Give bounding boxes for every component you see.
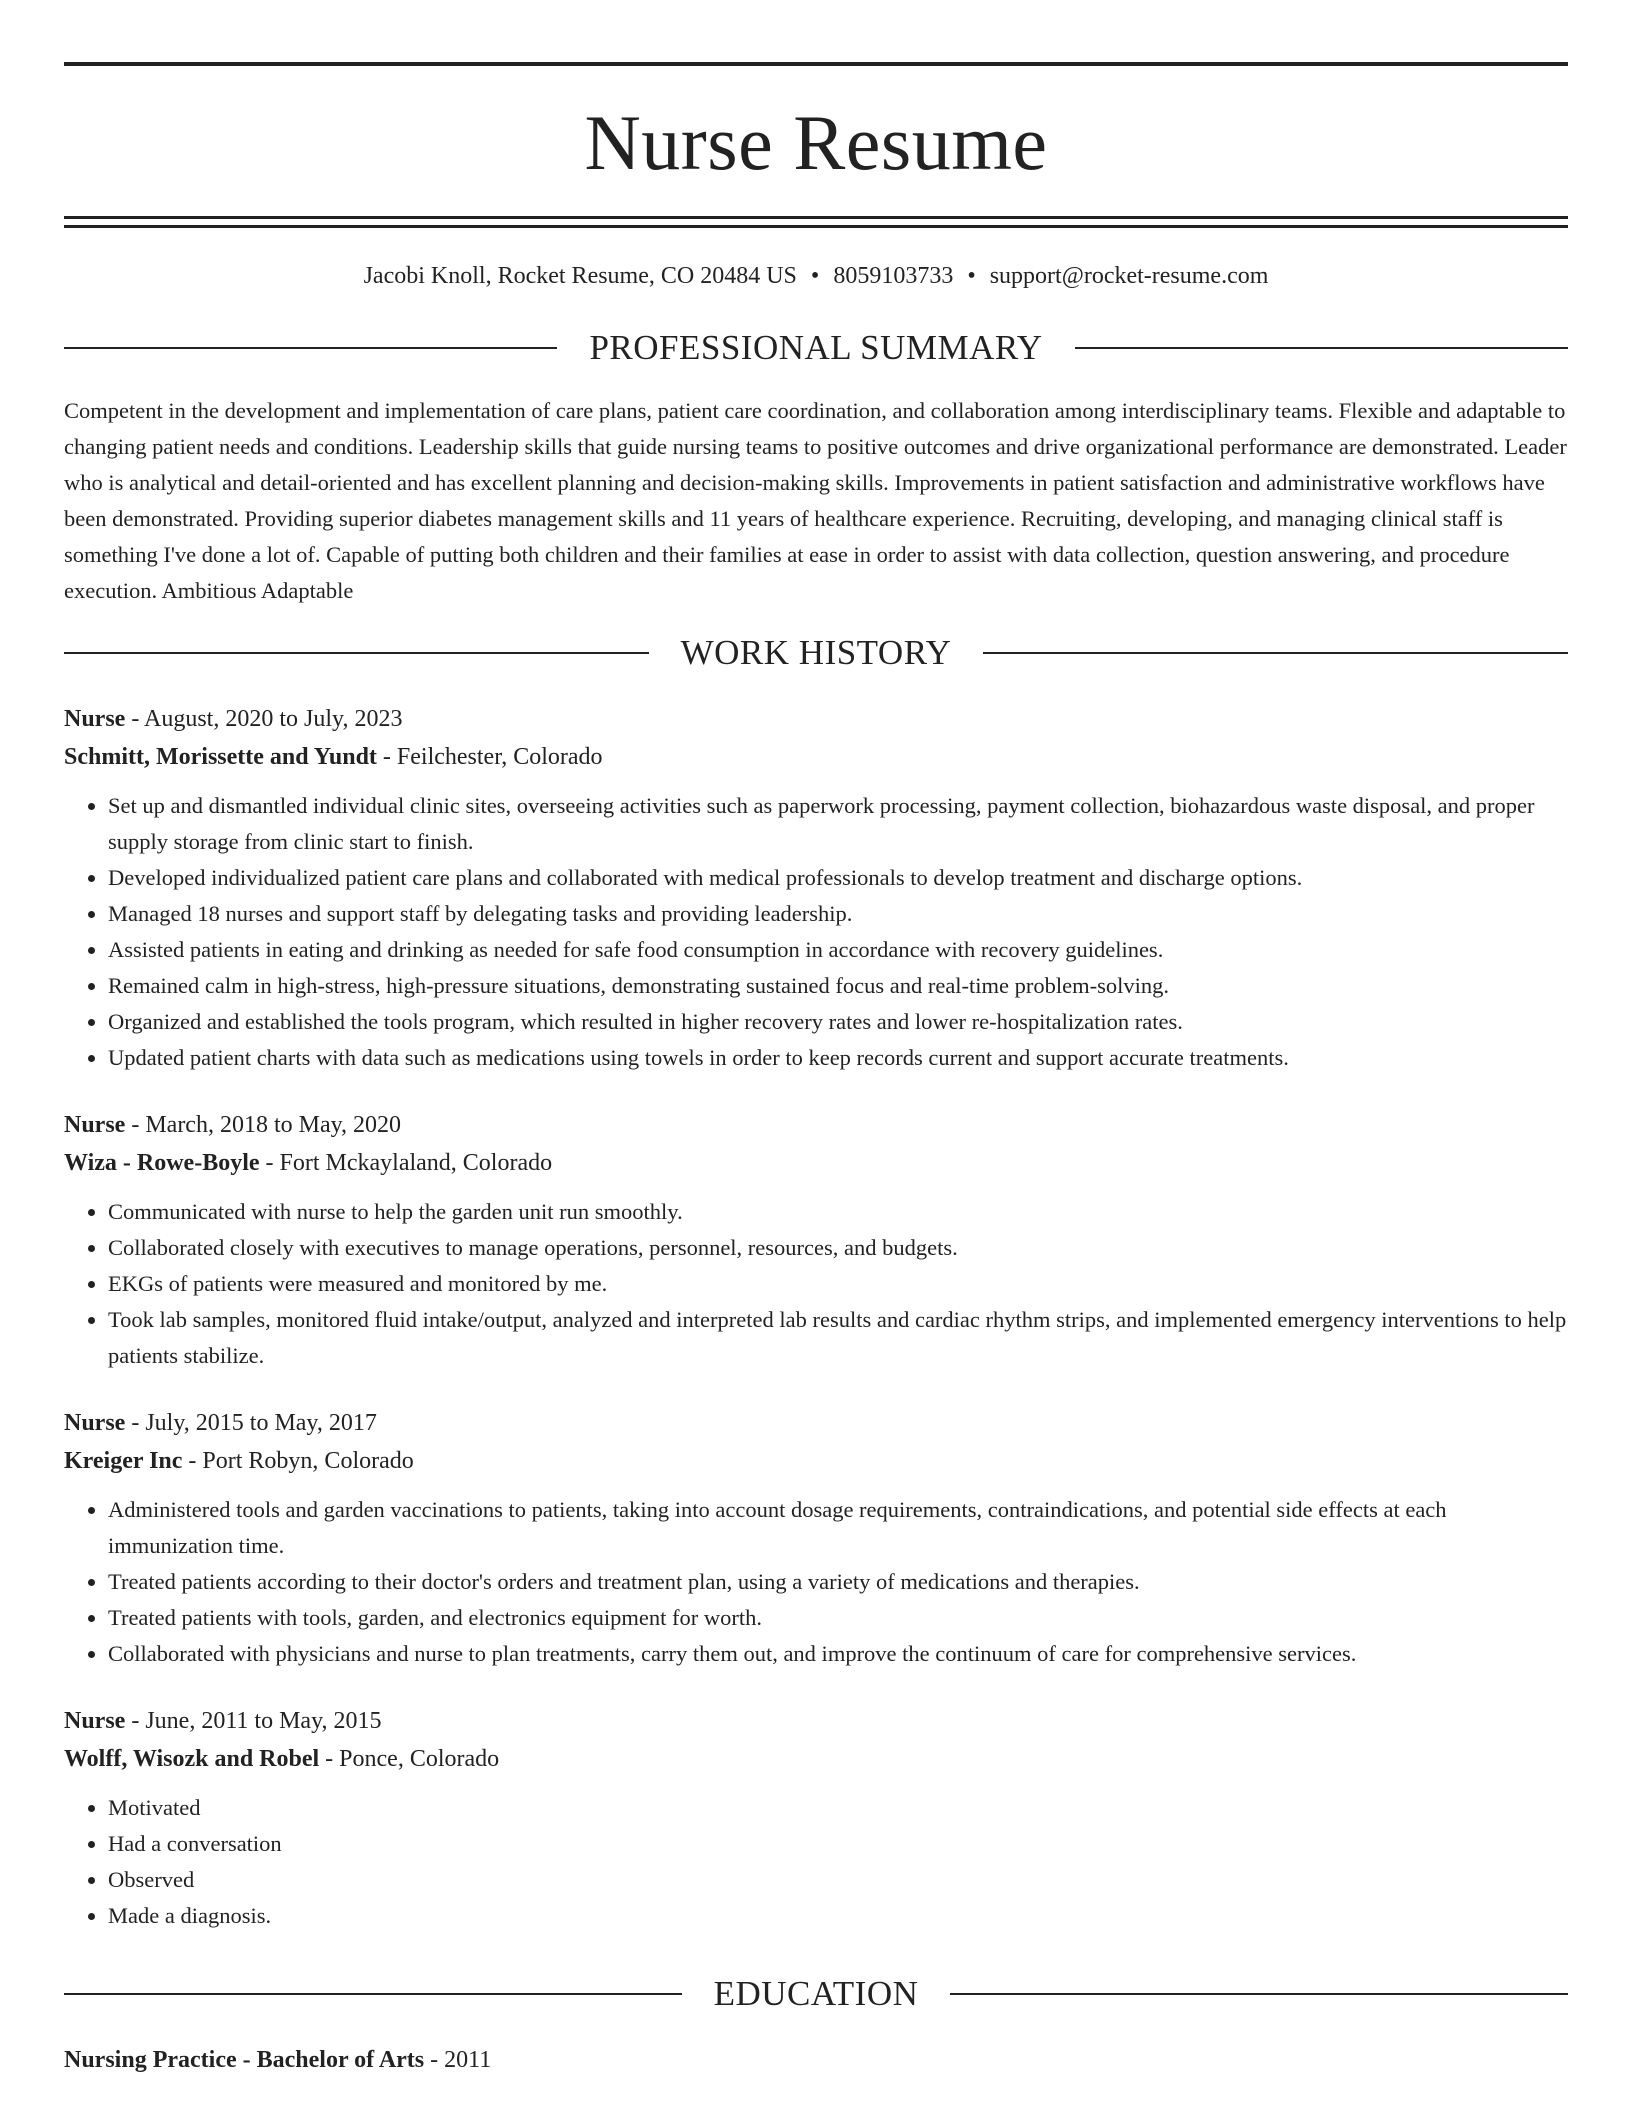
heading-rule-right	[950, 1993, 1568, 1995]
heading-rule-left	[64, 1993, 682, 1995]
job-bullets	[64, 1492, 1568, 1672]
job-dates: - June, 2011 to May, 2015	[125, 1708, 382, 1734]
education-heading-text: EDUCATION	[713, 1974, 919, 2013]
job-bullet: • Took lab samples, monitored fluid intake/output, analyzed and interpreted lab results and cardiac rhythm strips, and implemented emergency interventions to help patients stabilize.	[108, 1302, 1568, 1374]
job-title-line	[64, 700, 1568, 738]
job-bullets	[64, 1194, 1568, 1374]
contact-address: Jacobi Knoll, Rocket Resume, CO 20484 US	[363, 263, 797, 289]
job-bullet: • Assisted patients in eating and drinking as needed for safe food consumption in accordance with recovery guidelines.	[108, 932, 1568, 968]
job-company-line	[64, 738, 1568, 776]
top-rule	[64, 62, 1568, 66]
job-bullets	[64, 788, 1568, 1076]
job-bullet: • Treated patients according to their doctor's orders and treatment plan, using a variety of medications and therapies.	[108, 1564, 1568, 1600]
job-title-line	[64, 1702, 1568, 1740]
job-bullet: • Administered tools and garden vaccinations to patients, taking into account dosage requirements, contraindications, and potential side effects at each immunization time.	[108, 1492, 1568, 1564]
job-bullet: • Set up and dismantled individual clinic sites, overseeing activities such as paperwork processing, payment collection, biohazardous waste disposal, and proper supply storage from clinic start to finish.	[108, 788, 1568, 860]
heading-rule-right	[1075, 347, 1568, 349]
heading-rule-left	[64, 652, 649, 654]
job-entry	[64, 1404, 1568, 1672]
job-company: Schmitt, Morissette and Yundt	[64, 744, 377, 770]
contact-line	[64, 264, 1568, 288]
title-double-rule	[64, 216, 1568, 228]
contact-email: support@rocket-resume.com	[989, 263, 1269, 289]
job-company-line	[64, 1740, 1568, 1778]
job-location: - Port Robyn, Colorado	[182, 1448, 414, 1474]
job-bullet: • Motivated	[108, 1790, 1568, 1826]
job-company: Wiza - Rowe-Boyle	[64, 1150, 260, 1176]
education-entry	[64, 2041, 1568, 2079]
job-company-line	[64, 1144, 1568, 1182]
job-bullet: • Collaborated with physicians and nurse to plan treatments, carry them out, and improve the continuum of care for comprehensive services.	[108, 1636, 1568, 1672]
job-bullet: • Organized and established the tools program, which resulted in higher recovery rates and lower re-hospitalization rates.	[108, 1004, 1568, 1040]
job-bullet: • Treated patients with tools, garden, and electronics equipment for worth.	[108, 1600, 1568, 1636]
work-history-heading-text: WORK HISTORY	[680, 633, 952, 672]
heading-rule-left	[64, 347, 557, 349]
job-dates: - July, 2015 to May, 2017	[125, 1410, 377, 1436]
job-bullets	[64, 1790, 1568, 1934]
job-title: Nurse	[64, 1112, 126, 1138]
job-bullet: • Collaborated closely with executives to manage operations, personnel, resources, and budgets.	[108, 1230, 1568, 1266]
job-entry	[64, 1106, 1568, 1374]
job-bullet: • Developed individualized patient care plans and collaborated with medical professionals to develop treatment and discharge options.	[108, 860, 1568, 896]
job-bullet: • Made a diagnosis.	[108, 1898, 1568, 1934]
page-title: Nurse Resume	[584, 99, 1048, 186]
contact-separator: •	[810, 263, 820, 289]
job-dates: - March, 2018 to May, 2020	[125, 1112, 402, 1138]
job-title: Nurse	[64, 706, 126, 732]
job-bullet: • Remained calm in high-stress, high-pressure situations, demonstrating sustained focus and real-time problem-solving.	[108, 968, 1568, 1004]
job-bullet: • Managed 18 nurses and support staff by delegating tasks and providing leadership.	[108, 896, 1568, 932]
education-year: - 2011	[424, 2047, 492, 2073]
job-title-line	[64, 1106, 1568, 1144]
job-bullet: • Observed	[108, 1862, 1568, 1898]
heading-rule-right	[983, 652, 1568, 654]
job-bullet: • EKGs of patients were measured and monitored by me.	[108, 1266, 1568, 1302]
job-title: Nurse	[64, 1708, 126, 1734]
job-entry	[64, 700, 1568, 1076]
job-company: Wolff, Wisozk and Robel	[64, 1746, 320, 1772]
summary-heading-text: PROFESSIONAL SUMMARY	[589, 328, 1043, 367]
job-bullet: • Had a conversation	[108, 1826, 1568, 1862]
job-location: - Feilchester, Colorado	[376, 744, 603, 770]
summary-text: Competent in the development and implementation of care plans, patient care coordination, and collaboration among interdisciplinary teams. Flexible and adaptable to changing patient needs and conditions. Leadership skills that guide nursing teams to positive outcomes and drive organizational performance are demonstrated. Leader who is analytical and detail-oriented and has excellent planning and decision-making skills. Improvements in patient satisfaction and administrative workflows have been demonstrated. Providing superior diabetes management skills and 11 years of healthcare experience. Recruiting, developing, and managing clinical staff is something I've done a lot of. Capable of putting both children and their families at ease in order to assist with data collection, question answering, and procedure execution. Ambitious Adaptable	[64, 398, 1567, 603]
work-history-list	[64, 700, 1568, 1934]
job-title-line	[64, 1404, 1568, 1442]
job-location: - Fort Mckaylaland, Colorado	[259, 1150, 553, 1176]
summary-heading	[64, 330, 1568, 365]
education-degree: Nursing Practice - Bachelor of Arts	[64, 2047, 425, 2073]
job-title: Nurse	[64, 1410, 126, 1436]
job-bullet: • Communicated with nurse to help the garden unit run smoothly.	[108, 1194, 1568, 1230]
contact-separator: •	[967, 263, 976, 289]
job-company: Kreiger Inc	[64, 1448, 183, 1474]
job-entry	[64, 1702, 1568, 1934]
job-location: - Ponce, Colorado	[319, 1746, 500, 1772]
contact-phone: 8059103733	[833, 263, 954, 289]
work-history-heading	[64, 635, 1568, 670]
job-company-line	[64, 1442, 1568, 1480]
job-bullet: • Updated patient charts with data such as medications using towels in order to keep records current and support accurate treatments.	[108, 1040, 1568, 1076]
education-heading	[64, 1976, 1568, 2011]
job-dates: - August, 2020 to July, 2023	[125, 706, 403, 732]
